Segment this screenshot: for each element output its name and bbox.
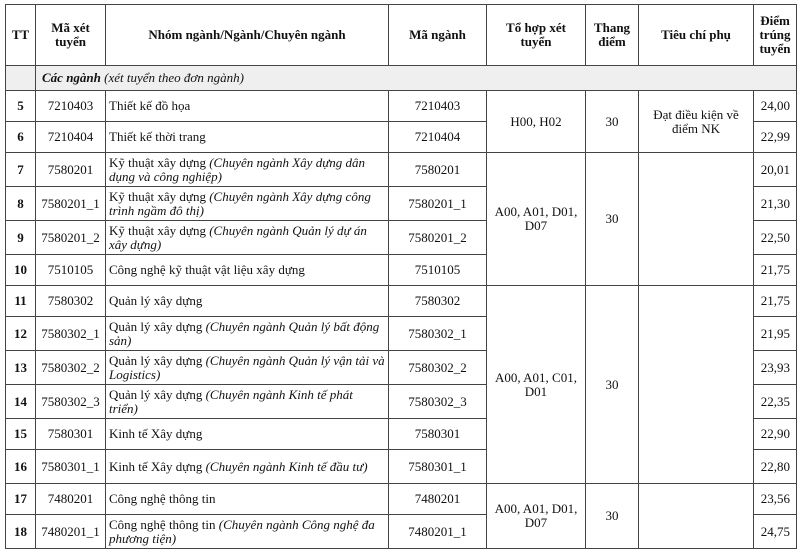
row-diem: 21,30	[754, 187, 797, 221]
header-ma-nganh: Mã ngành	[389, 5, 487, 66]
header-nhom-nganh: Nhóm ngành/Ngành/Chuyên ngành	[106, 5, 389, 66]
row-ma-nganh: 7580201_2	[389, 221, 487, 255]
header-row	[6, 5, 797, 66]
row-ma-nganh: 7480201	[389, 484, 487, 515]
row-name	[106, 450, 389, 484]
header-diem: Điểm trúng tuyển	[754, 5, 797, 66]
row-ma-xet-tuyen: 7580302_3	[36, 385, 106, 419]
row-tt: 7	[6, 153, 36, 187]
row-diem: 24,00	[754, 91, 797, 122]
row-name-sub: (Chuyên ngành Quản lý vận tải và Logistics)	[109, 352, 385, 382]
row-name-sub: (Chuyên ngành Xây dựng dân dụng và công nghiệp)	[109, 154, 366, 184]
group-tieu-chi	[639, 286, 754, 484]
row-ma-nganh: 7580201	[389, 153, 487, 187]
row-diem: 23,56	[754, 484, 797, 515]
row-name-sub: (Chuyên ngành Quản lý dự án xây dựng)	[109, 222, 367, 252]
row-name-sub: (Chuyên ngành Kinh tế đầu tư)	[205, 458, 368, 474]
row-ma-xet-tuyen: 7580201_2	[36, 221, 106, 255]
row-ma-xet-tuyen: 7580301	[36, 419, 106, 450]
group-thang-diem: 30	[586, 484, 639, 549]
row-name-main: Quản lý xây dựng	[109, 352, 206, 368]
row-name	[106, 385, 389, 419]
row-ma-xet-tuyen: 7580201	[36, 153, 106, 187]
section-title: Các ngành	[42, 70, 101, 85]
group-thang-diem: 30	[586, 286, 639, 484]
row-diem: 22,99	[754, 122, 797, 153]
row-ma-nganh: 7580301	[389, 419, 487, 450]
row-name	[106, 419, 389, 450]
table-row	[6, 153, 797, 187]
row-diem: 23,93	[754, 351, 797, 385]
row-ma-nganh: 7210404	[389, 122, 487, 153]
admission-scores-table	[5, 4, 797, 549]
row-name-main: Quản lý xây dựng	[109, 293, 203, 308]
row-name-main: Công nghệ thông tin	[109, 516, 219, 532]
row-diem: 22,90	[754, 419, 797, 450]
row-tt: 17	[6, 484, 36, 515]
row-ma-nganh: 7510105	[389, 255, 487, 286]
row-tt: 10	[6, 255, 36, 286]
row-name	[106, 351, 389, 385]
row-name-sub: (Chuyên ngành Xây dựng công trình ngầm đô thị)	[109, 188, 371, 218]
row-name	[106, 515, 389, 549]
group-to-hop: H00, H02	[487, 91, 586, 153]
row-ma-nganh: 7210403	[389, 91, 487, 122]
table-row	[6, 91, 797, 122]
section-row	[6, 66, 797, 91]
row-name	[106, 286, 389, 317]
row-diem: 22,35	[754, 385, 797, 419]
row-name-sub: (Chuyên ngành Kinh tế phát triển)	[109, 386, 353, 416]
row-tt: 13	[6, 351, 36, 385]
group-to-hop: A00, A01, D01, D07	[487, 153, 586, 286]
row-name-main: Thiết kế đồ họa	[109, 98, 191, 113]
row-name	[106, 122, 389, 153]
row-name	[106, 484, 389, 515]
row-ma-xet-tuyen: 7210404	[36, 122, 106, 153]
row-name	[106, 153, 389, 187]
group-tieu-chi	[639, 484, 754, 549]
row-tt: 5	[6, 91, 36, 122]
row-diem: 22,80	[754, 450, 797, 484]
row-name-main: Quản lý xây dựng	[109, 318, 206, 334]
row-ma-nganh: 7580301_1	[389, 450, 487, 484]
row-tt: 12	[6, 317, 36, 351]
row-name	[106, 317, 389, 351]
group-tieu-chi	[639, 153, 754, 286]
row-name-sub: (Chuyên ngành Quản lý bất động sản)	[109, 318, 380, 348]
row-name-main: Kỹ thuật xây dựng	[109, 188, 210, 204]
group-to-hop: A00, A01, C01, D01	[487, 286, 586, 484]
row-name-main: Công nghệ thông tin	[109, 491, 216, 506]
row-tt: 6	[6, 122, 36, 153]
row-diem: 21,75	[754, 255, 797, 286]
header-tt: TT	[6, 5, 36, 66]
section-label	[36, 66, 797, 91]
group-thang-diem: 30	[586, 153, 639, 286]
group-tieu-chi: Đạt điều kiện về điểm NK	[639, 91, 754, 153]
row-tt: 16	[6, 450, 36, 484]
header-thang-diem: Thang điểm	[586, 5, 639, 66]
row-tt: 18	[6, 515, 36, 549]
row-ma-xet-tuyen: 7580302_2	[36, 351, 106, 385]
row-tt: 8	[6, 187, 36, 221]
row-ma-nganh: 7580302_1	[389, 317, 487, 351]
row-diem: 20,01	[754, 153, 797, 187]
row-name-main: Kỹ thuật xây dựng	[109, 154, 210, 170]
group-thang-diem: 30	[586, 91, 639, 153]
row-name	[106, 187, 389, 221]
header-tieu-chi: Tiêu chí phụ	[639, 5, 754, 66]
row-ma-xet-tuyen: 7580302	[36, 286, 106, 317]
row-diem: 21,95	[754, 317, 797, 351]
row-diem: 21,75	[754, 286, 797, 317]
table-row	[6, 484, 797, 515]
row-name-main: Kinh tế Xây dựng	[109, 426, 203, 441]
row-ma-xet-tuyen: 7580301_1	[36, 450, 106, 484]
row-ma-nganh: 7580201_1	[389, 187, 487, 221]
row-diem: 24,75	[754, 515, 797, 549]
row-ma-xet-tuyen: 7210403	[36, 91, 106, 122]
row-name-main: Kỹ thuật xây dựng	[109, 222, 210, 238]
row-name-main: Quản lý xây dựng	[109, 386, 206, 402]
header-ma-xet-tuyen: Mã xét tuyển	[36, 5, 106, 66]
row-ma-xet-tuyen: 7580201_1	[36, 187, 106, 221]
row-tt: 11	[6, 286, 36, 317]
row-ma-xet-tuyen: 7480201	[36, 484, 106, 515]
group-to-hop: A00, A01, D01, D07	[487, 484, 586, 549]
header-to-hop: Tổ hợp xét tuyển	[487, 5, 586, 66]
row-name	[106, 91, 389, 122]
row-name	[106, 255, 389, 286]
row-name-main: Kinh tế Xây dựng	[109, 458, 206, 474]
section-note: (xét tuyển theo đơn ngành)	[100, 70, 244, 85]
row-ma-nganh: 7580302_3	[389, 385, 487, 419]
row-tt: 14	[6, 385, 36, 419]
row-ma-xet-tuyen: 7580302_1	[36, 317, 106, 351]
row-ma-xet-tuyen: 7510105	[36, 255, 106, 286]
row-ma-nganh: 7580302	[389, 286, 487, 317]
row-tt: 15	[6, 419, 36, 450]
row-ma-nganh: 7580302_2	[389, 351, 487, 385]
row-ma-nganh: 7480201_1	[389, 515, 487, 549]
row-diem: 22,50	[754, 221, 797, 255]
row-name	[106, 221, 389, 255]
row-name-sub: (Chuyên ngành Công nghệ đa phương tiện)	[109, 516, 375, 546]
table-row	[6, 286, 797, 317]
row-name-main: Công nghệ kỹ thuật vật liệu xây dựng	[109, 262, 305, 277]
row-ma-xet-tuyen: 7480201_1	[36, 515, 106, 549]
row-tt: 9	[6, 221, 36, 255]
row-name-main: Thiết kế thời trang	[109, 129, 206, 144]
